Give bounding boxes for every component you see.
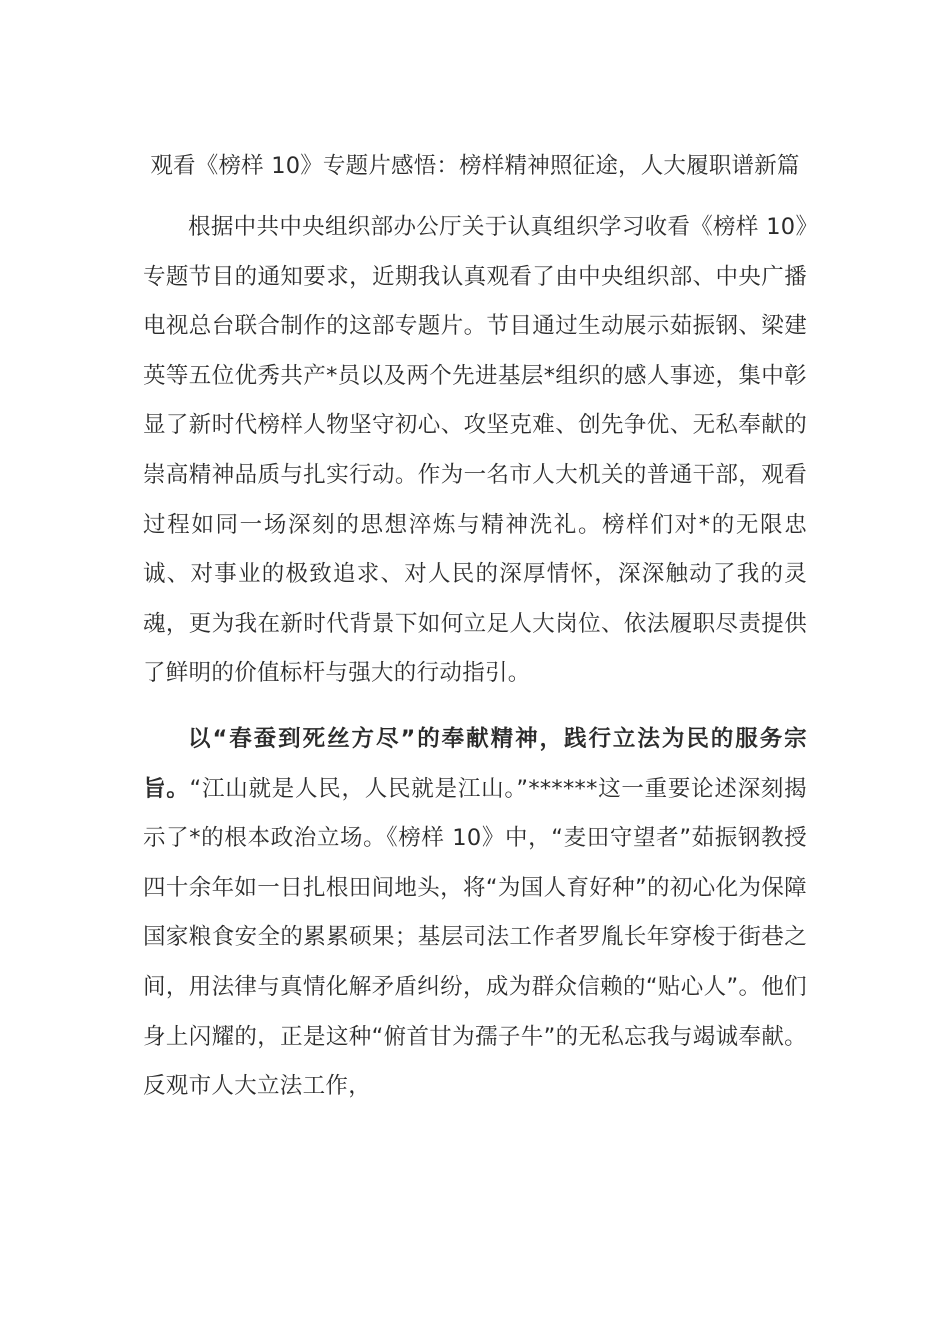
paragraph-intro <box>143 203 807 699</box>
paragraph-text: 根据中共中央组织部办公厅关于认真组织学习收看《榜样 10》专题节目的通知要求，近期我认真观看了由中央组织部、中央广播电视总台联合制作的这部专题片。节目通过生动展示茹振钢、梁建英等五位优秀共产*员以及两个先进基层*组织的感人事迹，集中彰显了新时代榜样人物坚守初心、攻坚克难、创先争优、无私奉献的崇高精神品质与扎实行动。作为一名市人大机关的普通干部，观看过程如同一场深刻的思想淬炼与精神洗礼。榜样们对*的无限忠诚、对事业的极致追求、对人民的深厚情怀，深深触动了我的灵魂，更为我在新时代背景下如何立足人大岗位、依法履职尽责提供了鲜明的价值标杆与强大的行动指引。 <box>143 214 807 687</box>
document-title: 观看《榜样 10》专题片感悟：榜样精神照征途，人大履职谱新篇 <box>150 153 800 179</box>
paragraph-section-1 <box>143 715 807 1112</box>
section-heading: 以“春蚕到死丝方尽”的奉献精神，践行立法为民的服务宗旨。 <box>143 725 807 802</box>
document-body <box>143 143 807 1112</box>
paragraph-text: “江山就是人民，人民就是江山。”******这一重要论述深刻揭示了*的根本政治立场。《榜样 10》中，“麦田守望者”茹振钢教授四十余年如一日扎根田间地头，将“为国人育好种”的初心化为保障国家粮食安全的累累硕果；基层司法工作者罗胤长年穿梭于街巷之间，用法律与真情化解矛盾纠纷，成为群众信赖的“贴心人”。他们身上闪耀的，正是这种“俯首甘为孺子牛”的无私忘我与竭诚奉献。反观市人大立法工作， <box>143 775 807 1100</box>
